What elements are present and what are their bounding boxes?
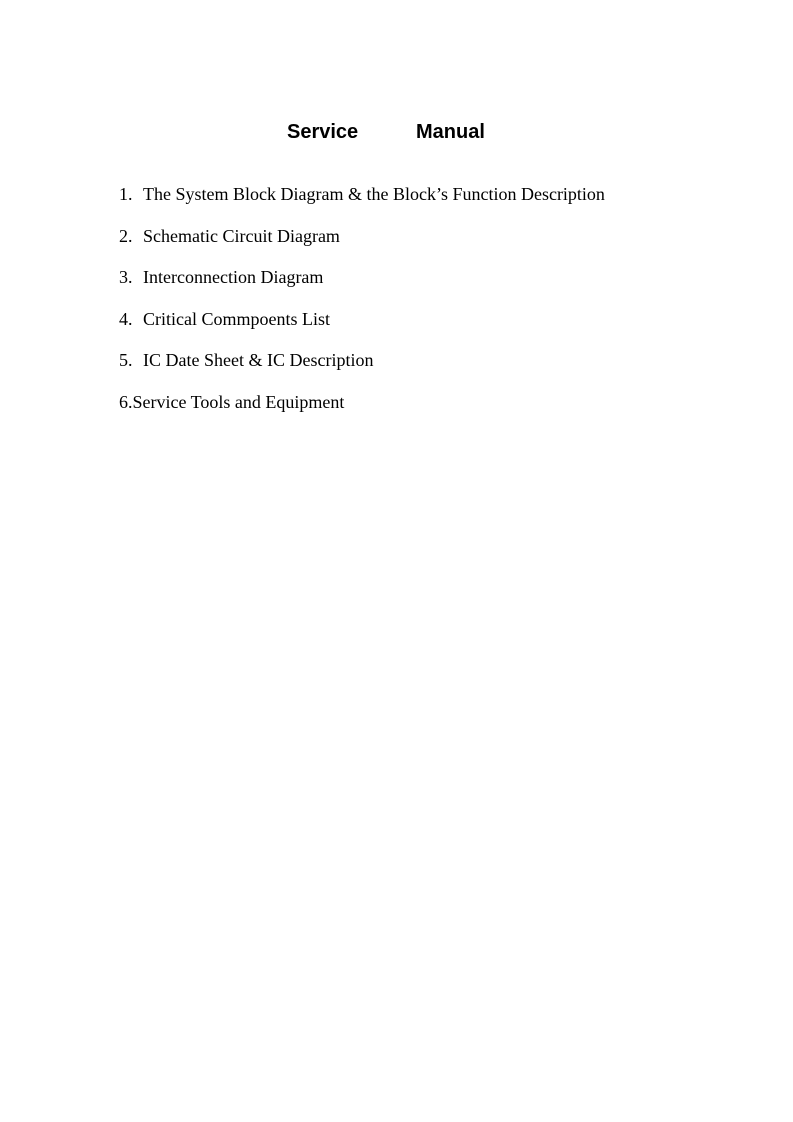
toc-item-number: 6. — [119, 391, 133, 412]
toc-item-number: 3. — [119, 267, 133, 287]
page-title — [0, 121, 793, 149]
toc-item-number: 1. — [119, 184, 133, 204]
toc-item-text: Service Tools and Equipment — [132, 391, 345, 412]
title-word-manual: Manual — [416, 121, 485, 143]
title-word-service: Service — [287, 121, 359, 143]
toc-item-text: Schematic Circuit Diagram — [143, 225, 340, 246]
toc-item-text: The System Block Diagram & the Block’s Function Description — [143, 184, 605, 204]
toc-item-number: 5. — [119, 350, 133, 370]
toc-item-4 — [119, 306, 759, 348]
toc-item-text: Critical Commpoents List — [143, 308, 330, 329]
toc-item-6 — [119, 389, 759, 431]
toc-item-5 — [119, 347, 759, 389]
toc-item-2 — [119, 223, 759, 265]
toc-item-text: IC Date Sheet & IC Description — [143, 350, 374, 370]
table-of-contents — [119, 181, 759, 430]
toc-item-number: 4. — [119, 308, 133, 329]
toc-item-text: Interconnection Diagram — [143, 267, 324, 287]
toc-item-3 — [119, 264, 759, 306]
toc-item-1 — [119, 181, 759, 223]
toc-item-number: 2. — [119, 225, 133, 246]
